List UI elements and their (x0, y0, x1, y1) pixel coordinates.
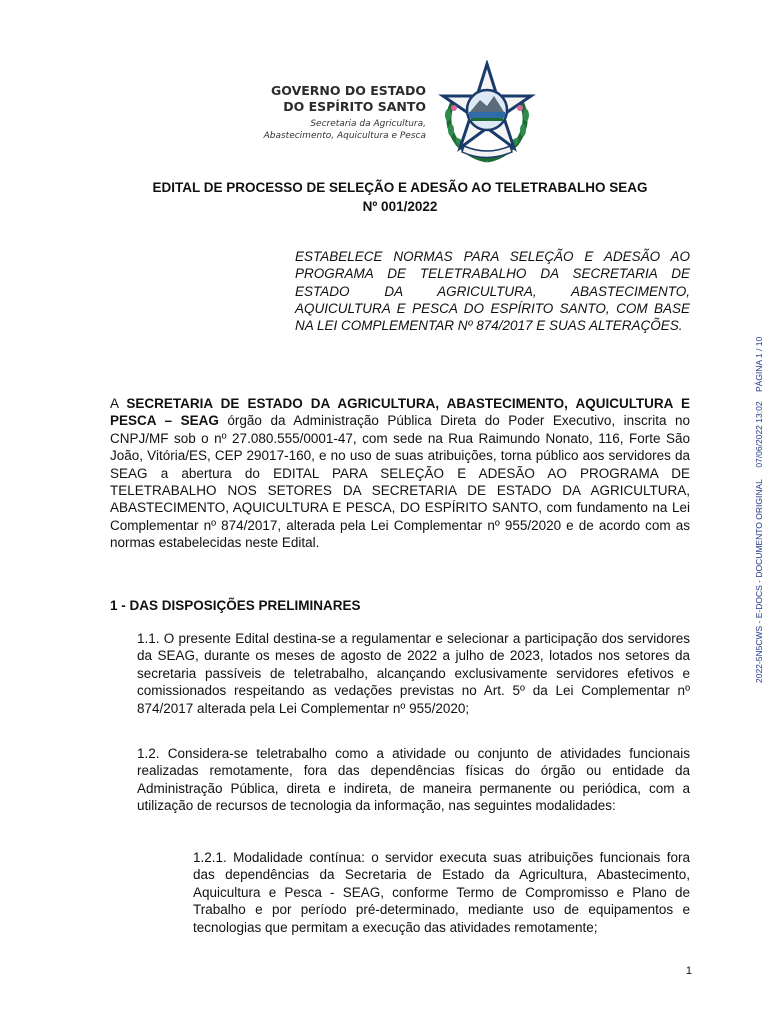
clause-1-2-1: 1.2.1. Modalidade contínua: o servidor executa suas atribuições funcionais fora das dependências da Secretaria de Estado da Agricultura, Abastecimento, Aquicultura e Pesca - SEAG, conforme Termo de Compromisso e Plano de Trabalho e por período pré-determinado, mediante uso de equipamentos e tecnologias que permitam a execução das atividades remotamente; (193, 850, 690, 935)
edital-title-line1: EDITAL DE PROCESSO DE SELEÇÃO E ADESÃO AO TELETRABALHO SEAG (152, 180, 648, 195)
header-sub-line1: Secretaria da Agricultura, (310, 119, 426, 129)
preamble-paragraph (110, 395, 690, 552)
header-sub-line2: Abastecimento, Aquicultura e Pesca (263, 131, 426, 141)
header-gov-line1: GOVERNO DO ESTADO (271, 83, 426, 98)
edocs-side-stamp: 2022-5N5CWS - E-DOCS - DOCUMENTO ORIGINAL 07/06/2022 13:02 PÁGINA 1 / 10 (754, 336, 764, 683)
header-government-name (236, 83, 426, 115)
edital-title (110, 178, 690, 216)
clause-1-2: 1.2. Considera-se teletrabalho como a atividade ou conjunto de atividades funcionais realizadas remotamente, fora das dependências físicas do órgão ou entidade da Administração Pública, direta e indireta, de maneira permanente ou periódica, com a utilização de recursos de tecnologia da informação, nas seguintes modalidades: (137, 746, 690, 814)
header-gov-line2: DO ESPÍRITO SANTO (283, 99, 426, 114)
clause-1-1: 1.1. O presente Edital destina-se a regulamentar e selecionar a participação dos servidores da SEAG, durante os meses de agosto de 2022 a julho de 2023, lotados nos setores da secretaria passíveis de teletrabalho, alcançando exclusivamente servidores efetivos e comissionados respeitando as vedações previstas no Art. 5º da Lei Complementar nº 874/2017 alterada pela Lei Complementar nº 955/2020; (137, 631, 690, 716)
preamble-secretariat-name: SECRETARIA DE ESTADO DA AGRICULTURA, ABASTECIMENTO, AQUICULTURA E PESCA – SEAG (110, 396, 690, 429)
preamble-body: órgão da Administração Pública Direta do Poder Executivo, inscrita no CNPJ/MF sob o nº 27.080.555/0001-47, com sede na Rua Raimundo Nonato, 116, Forte São João, Vitória/ES, CEP 29017-160, e no uso de suas atribuições, torna público aos servidores da SEAG a abertura do EDITAL PARA SELEÇÃO E ADESÃO AO PROGRAMA DE TELETRABALHO NOS SETORES DA SECRETARIA DE ESTADO DA AGRICULTURA, ABASTECIMENTO, AQUICULTURA E PESCA, DO ESPÍRITO SANTO, com fundamento na Lei Complementar nº 874/2017, alterada pela Lei Complementar nº 955/2020 e de acordo com as normas estabelecidas neste Edital. (110, 413, 691, 551)
section-title: 1 - DAS DISPOSIÇÕES PRELIMINARES (110, 598, 361, 613)
page-number: 1 (685, 965, 692, 977)
coat-of-arms-icon (434, 60, 540, 166)
edital-title-line2: Nº 001/2022 (362, 199, 438, 214)
header-secretariat (236, 118, 426, 142)
preamble-lead: A (110, 396, 127, 411)
ementa: ESTABELECE NORMAS PARA SELEÇÃO E ADESÃO AO PROGRAMA DE TELETRABALHO DA SECRETARIA DE ESTADO DA AGRICULTURA, ABASTECIMENTO, AQUICULTURA E PESCA DO ESPÍRITO SANTO, COM BASE NA LEI COMPLEMENTAR Nº 874/2017 E SUAS ALTERAÇÕES. (295, 249, 690, 334)
